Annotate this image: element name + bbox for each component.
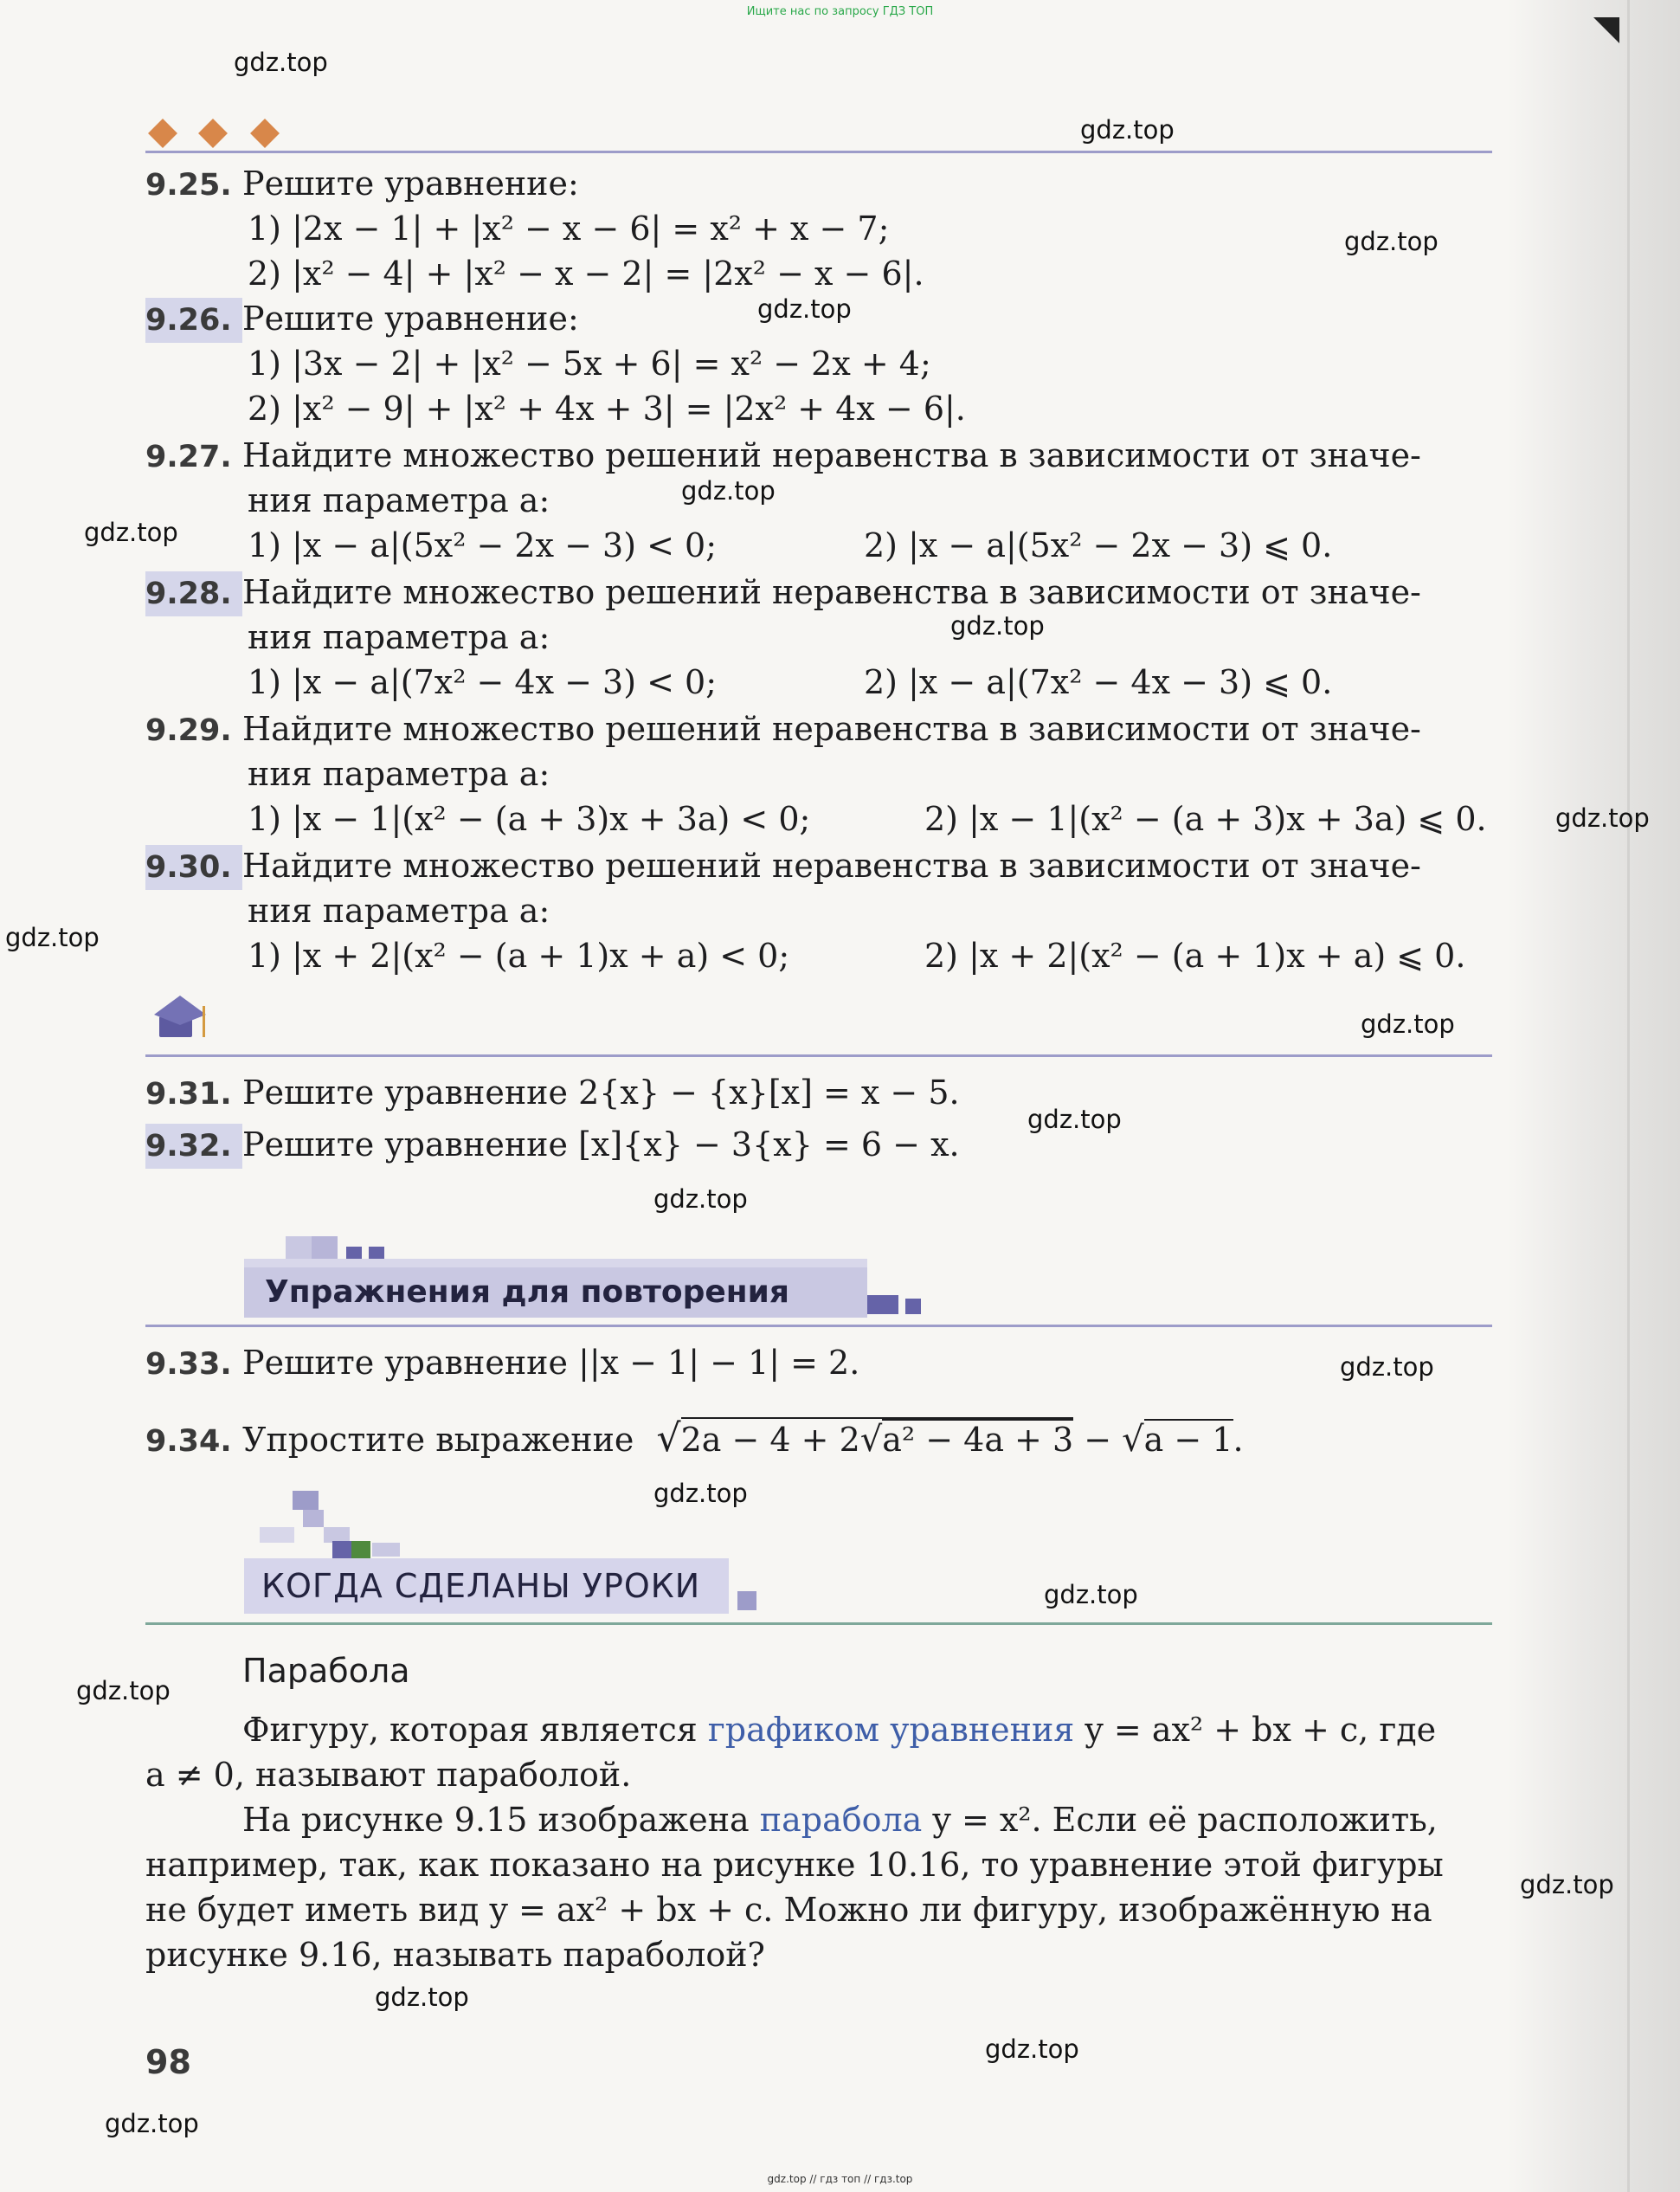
exercise-text-cont: ния параметра a: <box>248 481 550 519</box>
exercise-9-25 <box>145 161 1496 296</box>
exercise-number: 9.27. <box>145 440 232 474</box>
diamond-icon <box>250 119 280 148</box>
corner-mark <box>1593 17 1619 43</box>
top-banner: Ищите нас по запросу ГДЗ ТОП <box>746 5 934 18</box>
exercise-item: 2) |x − 1|(x² − (a + 3)x + 3a) ⩽ 0. <box>924 800 1487 838</box>
section-rule <box>145 1622 1492 1625</box>
paragraph-line: например, так, как показано на рисунке 10.16, то уравнение этой фигуры <box>145 1846 1444 1884</box>
exercise-item: 2) |x² − 4| + |x² − x − 2| = |2x² − x − 6|. <box>248 255 924 293</box>
watermark: gdz.top <box>1520 1870 1614 1899</box>
exercise-number: 9.25. <box>145 168 232 203</box>
exercise-item: 1) |x − a|(5x² − 2x − 3) < 0; <box>248 526 718 564</box>
exercise-9-34 <box>145 1416 1496 1461</box>
exercise-number: 9.33. <box>145 1347 232 1382</box>
exercise-item: 1) |x − 1|(x² − (a + 3)x + 3a) < 0; <box>248 800 811 838</box>
page-edge <box>1627 0 1630 2192</box>
exercise-number: 9.26. <box>145 298 242 343</box>
bottom-banner: gdz.top // гдз топ // гдз.top <box>767 2173 913 2185</box>
watermark: gdz.top <box>653 1184 748 1214</box>
exercise-text: Решите уравнение: <box>242 164 579 203</box>
paragraph-line: a ≠ 0, называют параболой. <box>145 1756 632 1794</box>
exercise-number: 9.28. <box>145 571 242 616</box>
exercise-9-33 <box>145 1340 1496 1385</box>
exercise-item: 1) |2x − 1| + |x² − x − 6| = x² + x − 7; <box>248 210 890 248</box>
exercise-number: 9.34. <box>145 1424 232 1459</box>
exercise-item: 1) |3x − 2| + |x² − 5x + 6| = x² − 2x + 4; <box>248 345 931 383</box>
exercise-number: 9.30. <box>145 845 242 890</box>
section-title: КОГДА СДЕЛАНЫ УРОКИ <box>244 1558 729 1614</box>
watermark: gdz.top <box>1027 1105 1122 1134</box>
page-fold-shadow <box>1507 0 1680 2192</box>
section-subtitle: Парабола <box>242 1652 410 1690</box>
section-rule <box>145 1054 1492 1057</box>
exercise-item: 1) |x + 2|(x² − (a + 1)x + a) < 0; <box>248 937 790 975</box>
graduation-cap-icon <box>154 996 215 1048</box>
radical-expression: √2a − 4 + 2√a² − 4a + 3 − √a − 1. <box>656 1416 1244 1460</box>
paragraph-line: рисунке 9.16, называть параболой? <box>145 1936 765 1974</box>
paragraph-line: На рисунке 9.15 изображена парабола y = x². Если её расположить, <box>242 1801 1438 1839</box>
exercise-9-30 <box>145 843 1496 978</box>
exercise-9-27 <box>145 433 1496 568</box>
exercise-text: Решите уравнение [x]{x} − 3{x} = 6 − x. <box>242 1125 960 1164</box>
exercise-text-cont: ния параметра a: <box>248 618 550 656</box>
watermark: gdz.top <box>375 1982 469 2012</box>
watermark: gdz.top <box>653 1479 748 1508</box>
exercise-item: 2) |x − a|(5x² − 2x − 3) ⩽ 0. <box>864 526 1333 564</box>
watermark: gdz.top <box>1361 1009 1455 1039</box>
diamond-icon <box>198 119 228 148</box>
watermark: gdz.top <box>76 1676 171 1705</box>
exercise-9-32 <box>145 1122 1496 1167</box>
exercise-text: Найдите множество решений неравенства в зависимости от значе- <box>242 436 1421 474</box>
watermark: gdz.top <box>5 923 100 952</box>
exercise-9-29 <box>145 706 1496 841</box>
watermark: gdz.top <box>84 518 178 547</box>
exercise-number: 9.29. <box>145 713 232 748</box>
watermark: gdz.top <box>1340 1352 1434 1382</box>
diamond-icon <box>148 119 177 148</box>
exercise-text: Найдите множество решений неравенства в зависимости от значе- <box>242 847 1421 885</box>
exercise-text: Решите уравнение ||x − 1| − 1| = 2. <box>242 1344 860 1382</box>
exercise-text: Упростите выражение <box>242 1421 634 1459</box>
section-rule <box>145 1325 1492 1327</box>
watermark: gdz.top <box>950 611 1045 641</box>
watermark: gdz.top <box>1555 803 1650 833</box>
page-number: 98 <box>145 2043 191 2081</box>
exercise-9-26 <box>145 296 1496 431</box>
exercise-text-cont: ния параметра a: <box>248 755 550 793</box>
exercise-number: 9.32. <box>145 1124 242 1169</box>
exercise-text-cont: ния параметра a: <box>248 892 550 930</box>
exercise-9-31 <box>145 1070 1496 1115</box>
paragraph-line: не будет иметь вид y = ax² + bx + c. Можно ли фигуру, изображённую на <box>145 1891 1432 1929</box>
exercise-item: 1) |x − a|(7x² − 4x − 3) < 0; <box>248 663 718 701</box>
exercise-text: Решите уравнение: <box>242 300 579 338</box>
exercise-item: 2) |x + 2|(x² − (a + 1)x + a) ⩽ 0. <box>924 937 1466 975</box>
exercise-9-28 <box>145 570 1496 705</box>
watermark: gdz.top <box>985 2034 1079 2064</box>
watermark: gdz.top <box>234 48 328 77</box>
exercise-text: Найдите множество решений неравенства в зависимости от значе- <box>242 710 1421 748</box>
exercise-item: 2) |x² − 9| + |x² + 4x + 3| = |2x² + 4x − 6|. <box>248 390 966 428</box>
exercise-text: Решите уравнение 2{x} − {x}[x] = x − 5. <box>242 1073 960 1112</box>
section-title: Упражнения для повторения <box>244 1267 867 1318</box>
watermark: gdz.top <box>757 294 852 324</box>
watermark: gdz.top <box>681 476 776 506</box>
watermark: gdz.top <box>1344 227 1439 256</box>
watermark: gdz.top <box>1080 115 1175 145</box>
paragraph-line: Фигуру, которая является графиком уравнения y = ax² + bx + c, где <box>242 1711 1437 1749</box>
exercise-item: 2) |x − a|(7x² − 4x − 3) ⩽ 0. <box>864 663 1333 701</box>
watermark: gdz.top <box>105 2109 199 2138</box>
top-rule <box>145 151 1492 153</box>
exercise-text: Найдите множество решений неравенства в зависимости от значе- <box>242 573 1421 611</box>
watermark: gdz.top <box>1044 1580 1138 1609</box>
exercise-number: 9.31. <box>145 1077 232 1112</box>
